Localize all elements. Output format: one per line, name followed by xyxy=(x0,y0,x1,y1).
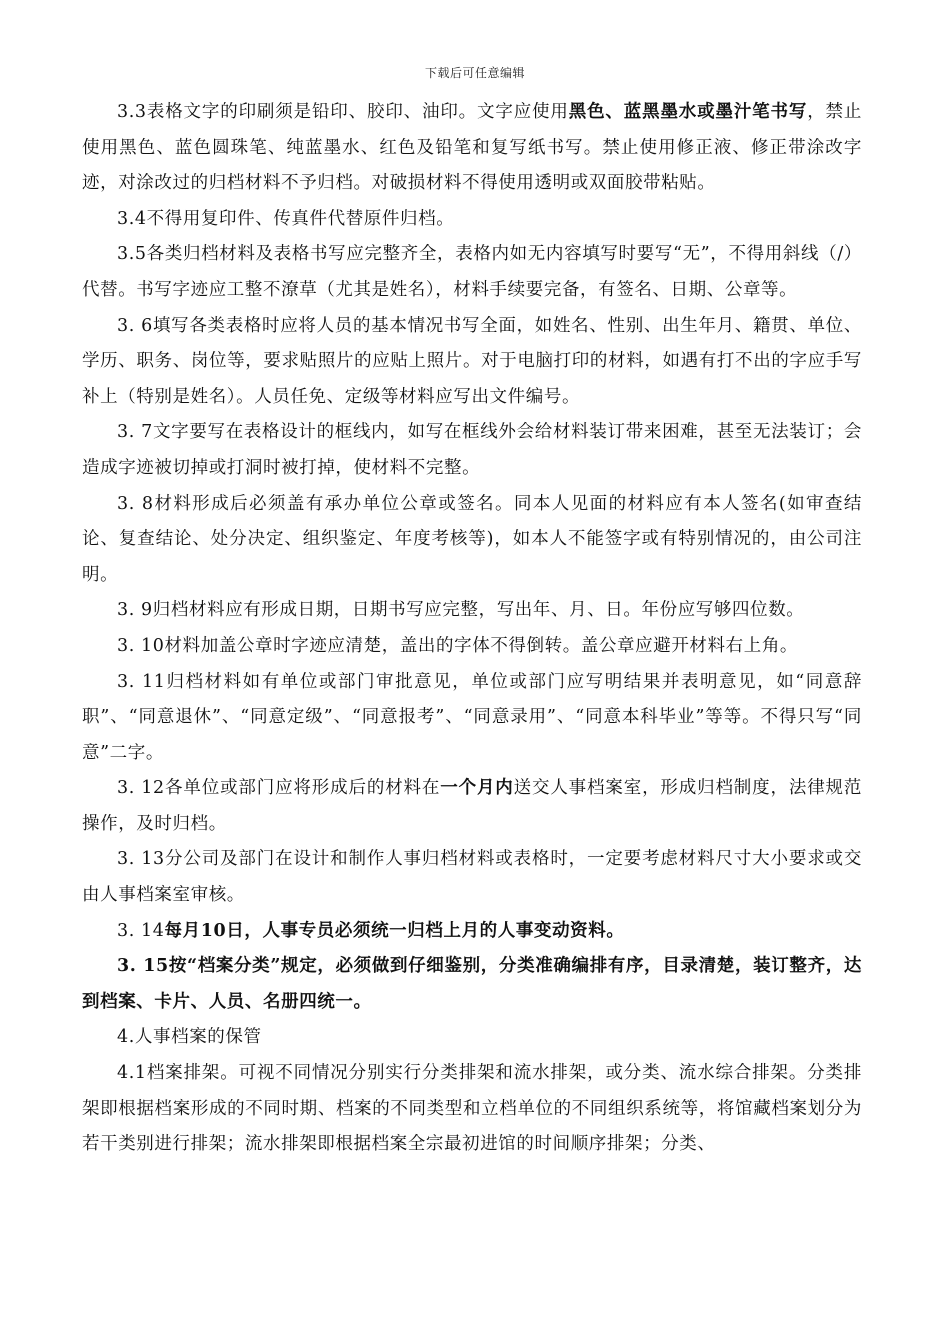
paragraph-3-5: 3.5各类归档材料及表格书写应完整齐全，表格内如无内容填写时要写“无”，不得用斜线（/）代替。书写字迹应工整不潦草（尤其是姓名），材料手续要完备，有签名、日期、公章等。 xyxy=(82,244,862,300)
paragraph-3-6: 3. 6填写各类表格时应将人员的基本情况书写全面，如姓名、性别、出生年月、籍贯、单位、学历、职务、岗位等，要求贴照片的应贴上照片。对于电脑打印的材料，如遇有打不出的字应手写补上（特别是姓名）。人员任免、定级等材料应写出文件编号。 xyxy=(82,315,862,407)
paragraph-3-15: 3. 15按“档案分类”规定，必须做到仔细鉴别，分类准确编排有序，目录清楚，装订整齐，达到档案、卡片、人员、名册四统一。 xyxy=(82,956,862,1012)
paragraph-text: 3. 14 xyxy=(117,920,165,941)
paragraph-3-10: 3. 10材料加盖公章时字迹应清楚，盖出的字体不得倒转。盖公章应避开材料右上角。 xyxy=(117,635,799,656)
paragraph-3-9: 3. 9归档材料应有形成日期，日期书写应完整，写出年、月、日。年份应写够四位数。 xyxy=(117,600,805,621)
paragraph-text: 送交人事档案室，形成归档制度，法律规范操作，及时归档。 xyxy=(82,778,862,834)
paragraph-3-4: 3.4不得用复印件、传真件代替原件归档。 xyxy=(117,208,455,229)
paragraph-3-7: 3. 7文字要写在表格设计的框线内，如写在框线外会给材料装订带来困难，甚至无法装订；会造成字迹被切掉或打洞时被打掉，使材料不完整。 xyxy=(82,422,862,478)
page-header: 下载后可任意编辑 xyxy=(424,66,525,80)
bold-phrase: 一个月内 xyxy=(440,778,514,799)
paragraph-3-11: 3. 11归档材料如有单位或部门审批意见，单位或部门应写明结果并表明意见，如“同意辞职”、“同意退休”、“同意定级”、“同意报考”、“同意录用”、“同意本科毕业”等等。不得只写“同意”二字。 xyxy=(82,671,862,763)
paragraph-text: 3. 12各单位或部门应将形成后的材料在 xyxy=(117,778,441,799)
bold-phrase: 每月10日，人事专员必须统一归档上月的人事变动资料。 xyxy=(164,920,625,941)
paragraph-4-1: 4.1档案排架。可视不同情况分别实行分类排架和流水排架，或分类、流水综合排架。分类排架即根据档案形成的不同时期、档案的不同类型和立档单位的不同组织系统等，将馆藏档案划分为若干类别进行排架；流水排架即根据档案全宗最初进馆的时间顺序排架；分类、 xyxy=(82,1063,862,1155)
paragraph-3-8: 3. 8材料形成后必须盖有承办单位公章或签名。同本人见面的材料应有本人签名(如审查结论、复查结论、处分决定、组织鉴定、年度考核等)，如本人不能签字或有特别情况的，由公司注明。 xyxy=(82,493,862,585)
paragraph-3-14 xyxy=(82,914,862,950)
bold-phrase: 黑色、蓝黑墨水或墨汁笔书写 xyxy=(568,102,808,122)
paragraph-3-12 xyxy=(82,771,862,842)
section-heading-4: 4.人事档案的保管 xyxy=(117,1027,262,1048)
paragraph-3-13: 3. 13分公司及部门在设计和制作人事归档材料或表格时，一定要考虑材料尺寸大小要求或交由人事档案室审核。 xyxy=(82,849,862,906)
document-body xyxy=(82,95,862,1163)
paragraph-3-3 xyxy=(82,95,862,202)
paragraph-text: 3.3表格文字的印刷须是铅印、胶印、油印。文字应使用 xyxy=(117,102,569,122)
paragraph-text: ，禁止使用黑色、蓝色圆珠笔、纯蓝墨水、红色及铅笔和复写纸书写。禁止使用修正液、修正带涂改字迹，对涂改过的归档材料不予归档。对破损材料不得使用透明或双面胶带粘贴。 xyxy=(82,102,862,194)
